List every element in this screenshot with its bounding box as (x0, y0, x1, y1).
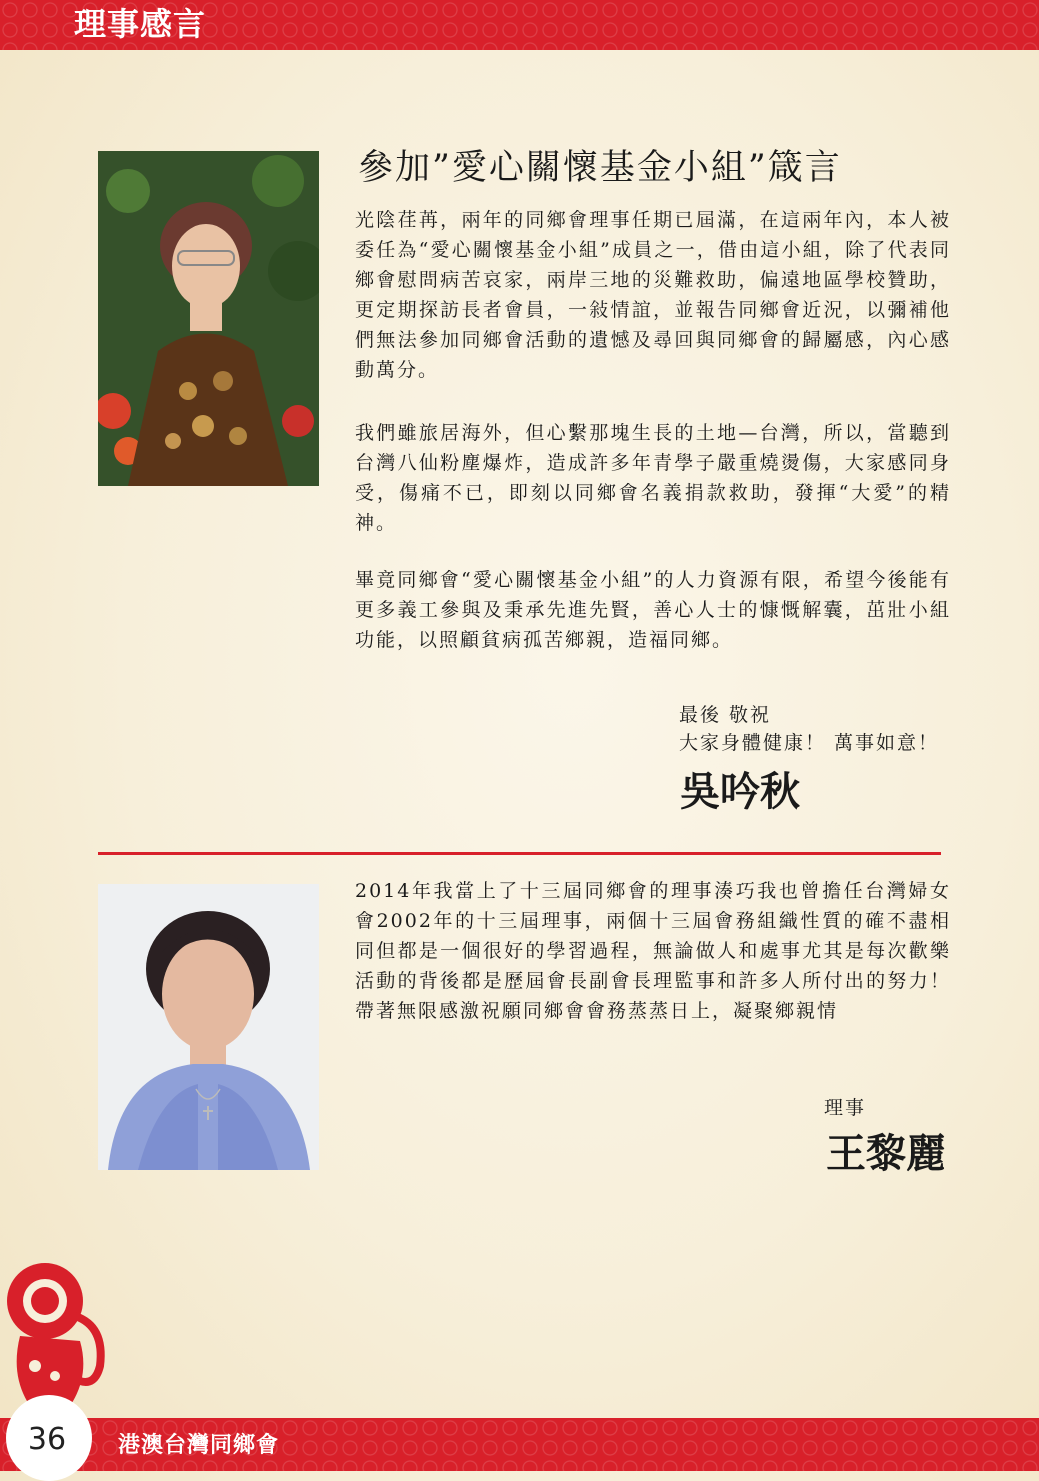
portrait-photo-2 (98, 884, 319, 1170)
signature-1: 吳吟秋 (680, 768, 800, 815)
article-title: 參加”愛心關懷基金小組”箴言 (358, 148, 842, 188)
portrait-illustration-2 (98, 884, 319, 1170)
signatory-role: 理事 (824, 1097, 867, 1119)
page-number: 36 (27, 1422, 67, 1457)
portrait-illustration-1 (98, 151, 319, 486)
monkey-papercut-icon (0, 1256, 110, 1416)
section-divider (98, 852, 941, 855)
article1-paragraph-3: 畢竟同鄉會“愛心關懷基金小組”的人力資源有限，希望今後能有更多義工參與及秉承先進先賢，善心人士的慷慨解囊，茁壯小組功能，以照顧貧病孤苦鄉親，造福同鄉。 (355, 569, 951, 651)
signature-2: 王黎麗 (826, 1130, 946, 1177)
section-title: 理事感言 (74, 5, 207, 43)
closing-wishes: 大家身體健康！ 萬事如意！ (679, 732, 940, 754)
organization-name: 港澳台灣同鄉會 (118, 1433, 280, 1458)
closing-greeting: 最後 敬祝 (679, 704, 772, 726)
article1-paragraph-2: 我們雖旅居海外，但心繫那塊生長的土地—台灣，所以，當聽到台灣八仙粉塵爆炸，造成許多年青學子嚴重燒燙傷，大家感同身受，傷痛不已，即刻以同鄉會名義捐款救助，發揮“大愛”的精神。 (355, 422, 951, 534)
article1-paragraph-1: 光陰荏苒，兩年的同鄉會理事任期已屆滿，在這兩年內，本人被委任為“愛心關懷基金小組”成員之一，借由這小組，除了代表同鄉會慰問病苦哀家，兩岸三地的災難救助，偏遠地區學校贊助，更定期探訪長者會員，一敍情誼，並報告同鄉會近況，以彌補他們無法參加同鄉會活動的遺憾及尋回與同鄉會的歸屬感，內心感動萬分。 (355, 209, 951, 381)
article2-paragraph: 2014年我當上了十三屆同鄉會的理事湊巧我也曾擔任台灣婦女會2002年的十三屆理事，兩個十三屆會務組織性質的確不盡相同但都是一個很好的學習過程，無論做人和處事尤其是每次歡樂活動的背後都是歷屆會長副會長理監事和許多人所付出的努力！帶著無限感激祝願同鄉會會務蒸蒸日上，凝聚鄉親情 (355, 880, 951, 1022)
portrait-photo-1 (98, 151, 319, 486)
